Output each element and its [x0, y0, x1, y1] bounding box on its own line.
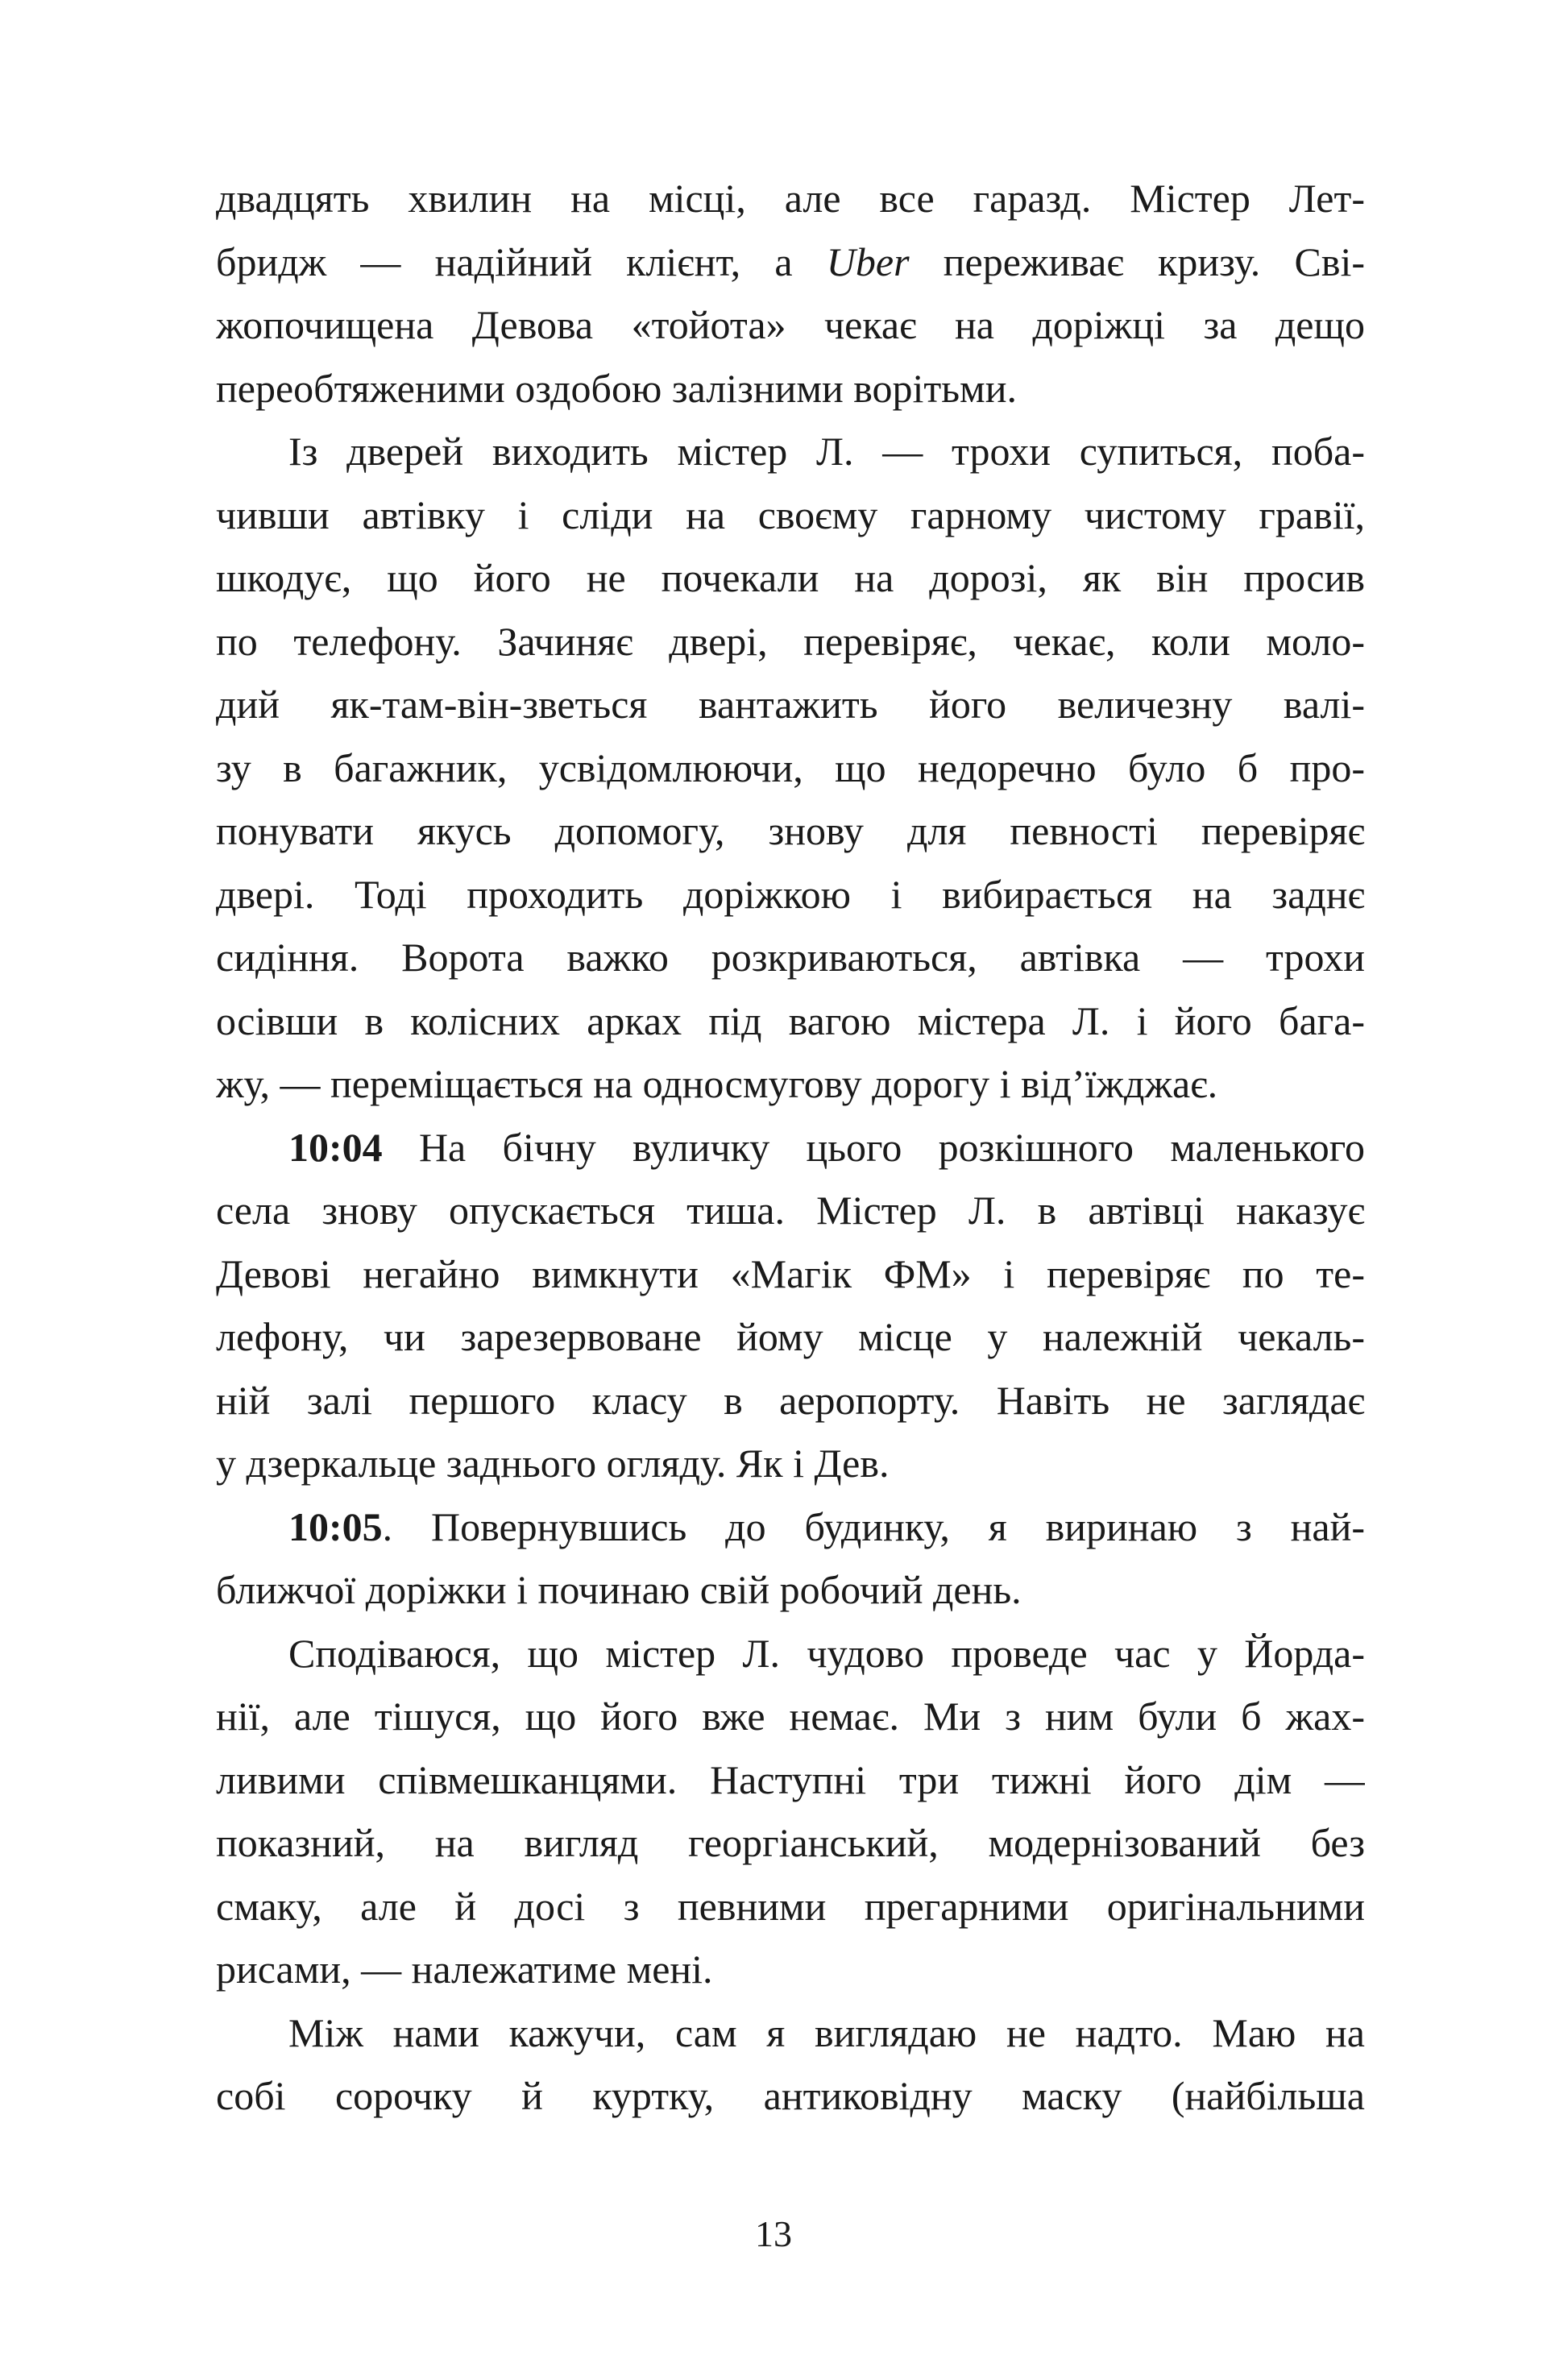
body-text: смаку, але й досі з певними прегарними оригінальними — [216, 1883, 1365, 1929]
paragraph — [216, 167, 1365, 420]
text-line — [216, 357, 1365, 421]
body-text: сидіння. Ворота важко розкриваються, автівка — трохи — [216, 935, 1365, 980]
body-text: у дзеркальце заднього огляду. Як і Дев. — [216, 1441, 890, 1486]
text-line — [216, 1179, 1365, 1242]
body-text: нії, але тішуся, що його вже немає. Ми з ним були б жах- — [216, 1694, 1365, 1739]
text-line — [216, 293, 1365, 357]
bold-timestamp: 10:05 — [288, 1503, 383, 1549]
text-line — [216, 167, 1365, 230]
text-line — [216, 799, 1365, 863]
text-line — [216, 2001, 1365, 2065]
text-line — [216, 610, 1365, 674]
body-text: бридж — надійний клієнт, а — [216, 238, 827, 284]
body-text: ближчої доріжки і починаю свій робочий день. — [216, 1567, 1022, 1612]
italic-text: Uber — [826, 238, 910, 284]
text-line — [216, 1938, 1365, 2001]
text-line — [216, 1622, 1365, 1685]
text-line — [216, 1432, 1365, 1495]
body-text: жу, — переміщається на односмугову дорогу і від’їжджає. — [216, 1061, 1218, 1106]
body-text: На бічну вуличку цього розкішного маленького — [382, 1124, 1365, 1170]
body-text: Між нами кажучи, сам я виглядаю не надто. Маю на — [288, 2009, 1365, 2055]
text-line — [216, 546, 1365, 610]
text-line — [216, 1811, 1365, 1875]
body-text: Девові негайно вимкнути «Магік ФМ» і перевіряє по те- — [216, 1250, 1365, 1296]
body-text: Із дверей виходить містер Л. — трохи супиться, поба- — [288, 429, 1365, 474]
paragraph — [216, 1622, 1365, 2001]
text-line — [216, 230, 1365, 294]
text-line — [216, 989, 1365, 1053]
body-text: переобтяженими оздобою залізними ворітьми. — [216, 365, 1017, 411]
paragraph — [216, 2001, 1365, 2128]
text-line — [216, 736, 1365, 800]
body-text: лефону, чи зарезервоване йому місце у належній чекаль- — [216, 1314, 1365, 1359]
text-line — [216, 420, 1365, 483]
body-text: жопочищена Девова «тойота» чекає на доріжці за дещо — [216, 302, 1365, 347]
text-line — [216, 1495, 1365, 1559]
body-text: рисами, — належатиме мені. — [216, 1947, 713, 1992]
body-text: чивши автівку і сліди на своєму гарному чистому гравії, — [216, 491, 1365, 537]
body-text: ній залі першого класу в аеропорту. Навіть не заглядає — [216, 1377, 1365, 1423]
text-line — [216, 926, 1365, 989]
text-line — [216, 1748, 1365, 1812]
page-number: 13 — [755, 2213, 792, 2254]
bold-timestamp: 10:04 — [288, 1124, 383, 1170]
body-text: собі сорочку й куртку, антиковідну маску (найбільша — [216, 2073, 1365, 2118]
text-line — [216, 863, 1365, 927]
page-text — [216, 167, 1365, 2128]
paragraph — [216, 1495, 1365, 1622]
body-text: понувати якусь допомогу, знову для певності перевіряє — [216, 808, 1365, 853]
paragraph — [216, 1116, 1365, 1495]
body-text: ливими співмешканцями. Наступні три тижні його дім — — [216, 1756, 1365, 1802]
body-text: шкодує, що його не почекали на дорозі, як він просив — [216, 555, 1365, 600]
text-line — [216, 1052, 1365, 1116]
text-line — [216, 483, 1365, 547]
text-line — [216, 1242, 1365, 1306]
body-text: Сподіваюся, що містер Л. чудово проведе час у Йорда- — [288, 1630, 1365, 1676]
text-line — [216, 1875, 1365, 1938]
body-text: зу в багажник, усвідомлюючи, що недоречно було б про- — [216, 744, 1365, 790]
text-line — [216, 1369, 1365, 1433]
text-line — [216, 1558, 1365, 1622]
text-line — [216, 2064, 1365, 2128]
text-line — [216, 673, 1365, 736]
body-text: двадцять хвилин на місці, але все гаразд. Містер Лет- — [216, 176, 1365, 221]
body-text: . Повернувшись до будинку, я виринаю з най- — [382, 1503, 1365, 1549]
body-text: показний, на вигляд георгіанський, модернізований без — [216, 1820, 1365, 1865]
body-text: по телефону. Зачиняє двері, перевіряє, чекає, коли моло- — [216, 618, 1365, 664]
body-text: осівши в колісних арках під вагою містера Л. і його бага- — [216, 997, 1365, 1043]
body-text: переживає кризу. Сві- — [909, 238, 1365, 284]
text-line — [216, 1685, 1365, 1748]
text-line — [216, 1305, 1365, 1369]
body-text: двері. Тоді проходить доріжкою і вибирається на заднє — [216, 871, 1365, 917]
text-line — [216, 1116, 1365, 1180]
body-text: дий як-там-він-зветься вантажить його величезну валі- — [216, 682, 1365, 727]
body-text: села знову опускається тиша. Містер Л. в автівці наказує — [216, 1188, 1365, 1233]
paragraph — [216, 420, 1365, 1116]
